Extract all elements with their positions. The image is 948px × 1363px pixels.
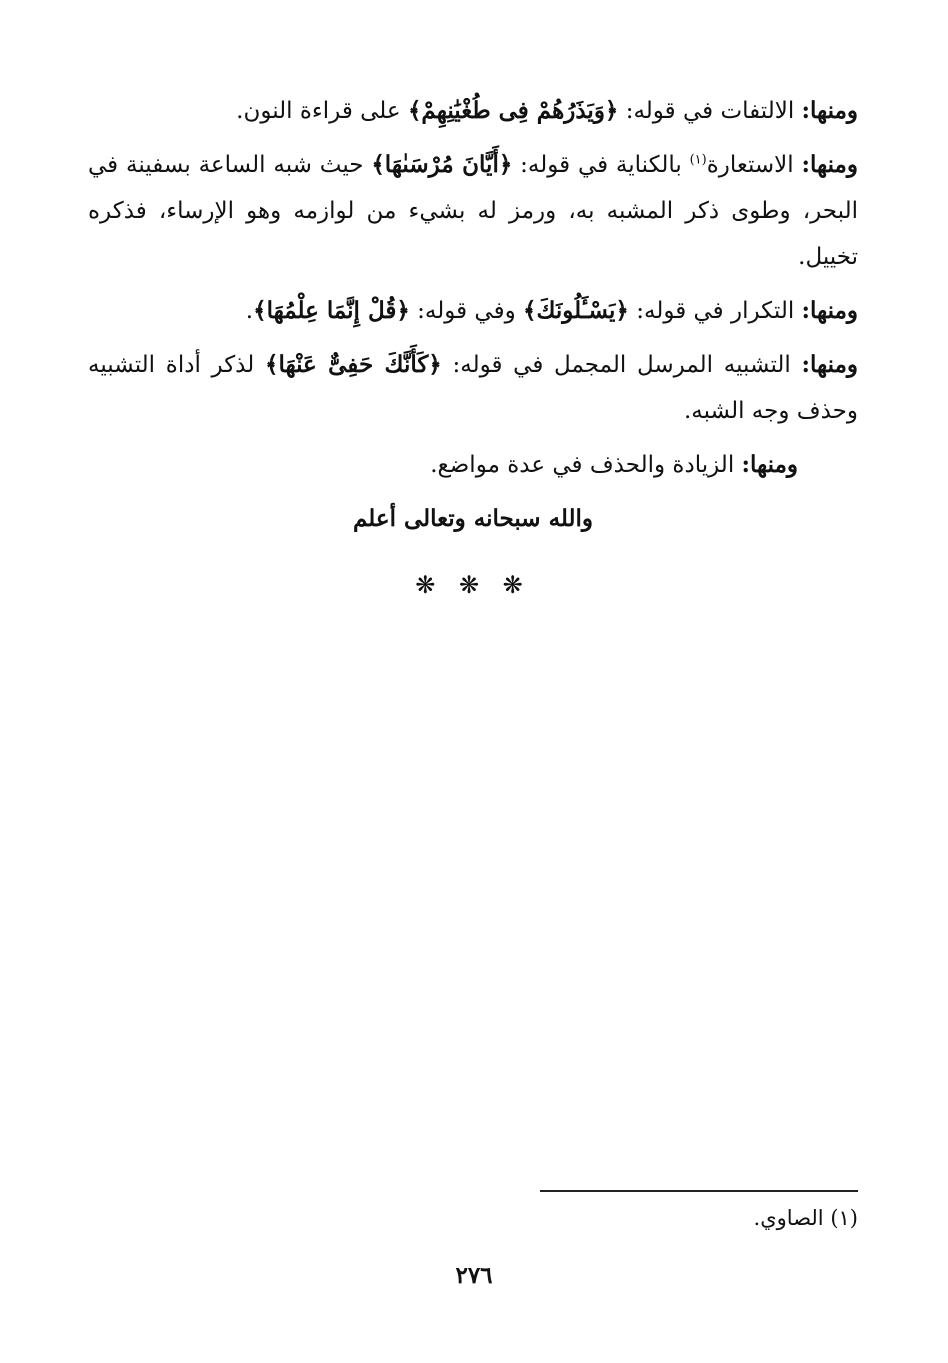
footnote-divider [540,1190,858,1192]
footnote-marker: (١) [689,152,707,168]
paragraph-label: ومنها: [801,151,858,178]
paragraph-text: لذكر أداة التشبيه وحذف وجه الشبه. [88,352,858,424]
paragraph-takrar [88,288,858,334]
paragraph-istiara [88,142,858,280]
paragraph-text: وفي قوله: [409,298,524,324]
paragraph-tashbih [88,342,858,434]
paragraph-label: ومنها: [801,297,858,324]
quran-quote: ﴿أَيَّانَ مُرْسَىٰهَا﴾ [371,151,513,178]
paragraph-text: الاستعارة [706,152,802,178]
paragraph-text: التكرار في قوله: [628,298,802,324]
quran-quote: ﴿كَأَنَّكَ حَفِىٌّ عَنْهَا﴾ [264,351,442,378]
paragraph-text: بالكناية في قوله: [512,152,690,178]
paragraph-text: الالتفات في قوله: [618,98,802,124]
section-separator: ❋ ❋ ❋ [415,571,531,599]
paragraph-text: حيث شبه الساعة بسفينة في البحر، وطوى ذكر المشبه به، ورمز له بشيء من لوازمه وهو الإرساء، فذكره تخييل. [88,152,858,270]
footnote: (١) الصاوي. [753,1206,858,1230]
page-body [88,88,858,608]
paragraph-text: على قراءة النون. [236,98,408,124]
quran-quote: ﴿وَيَذَرُهُمْ فِى طُغْيَٰنِهِمْ﴾ [407,97,619,124]
paragraph-label: ومنها: [741,451,798,478]
paragraph-label: ومنها: [801,351,858,378]
paragraph-text: . [245,298,254,324]
quran-quote: ﴿يَسْـَٔلُونَكَ﴾ [523,297,629,324]
paragraph-text: التشبيه المرسل المجمل في قوله: [441,352,802,378]
paragraph-label: ومنها: [801,97,858,124]
paragraph-iltifat [88,88,858,134]
paragraph-ziyada [88,442,858,488]
quran-quote: ﴿قُلْ إِنَّمَا عِلْمُهَا﴾ [253,297,410,324]
closing-phrase: والله سبحانه وتعالى أعلم [352,505,594,532]
paragraph-text: الزيادة والحذف في عدة مواضع. [430,452,742,478]
page-number: ٢٧٦ [455,1262,493,1289]
